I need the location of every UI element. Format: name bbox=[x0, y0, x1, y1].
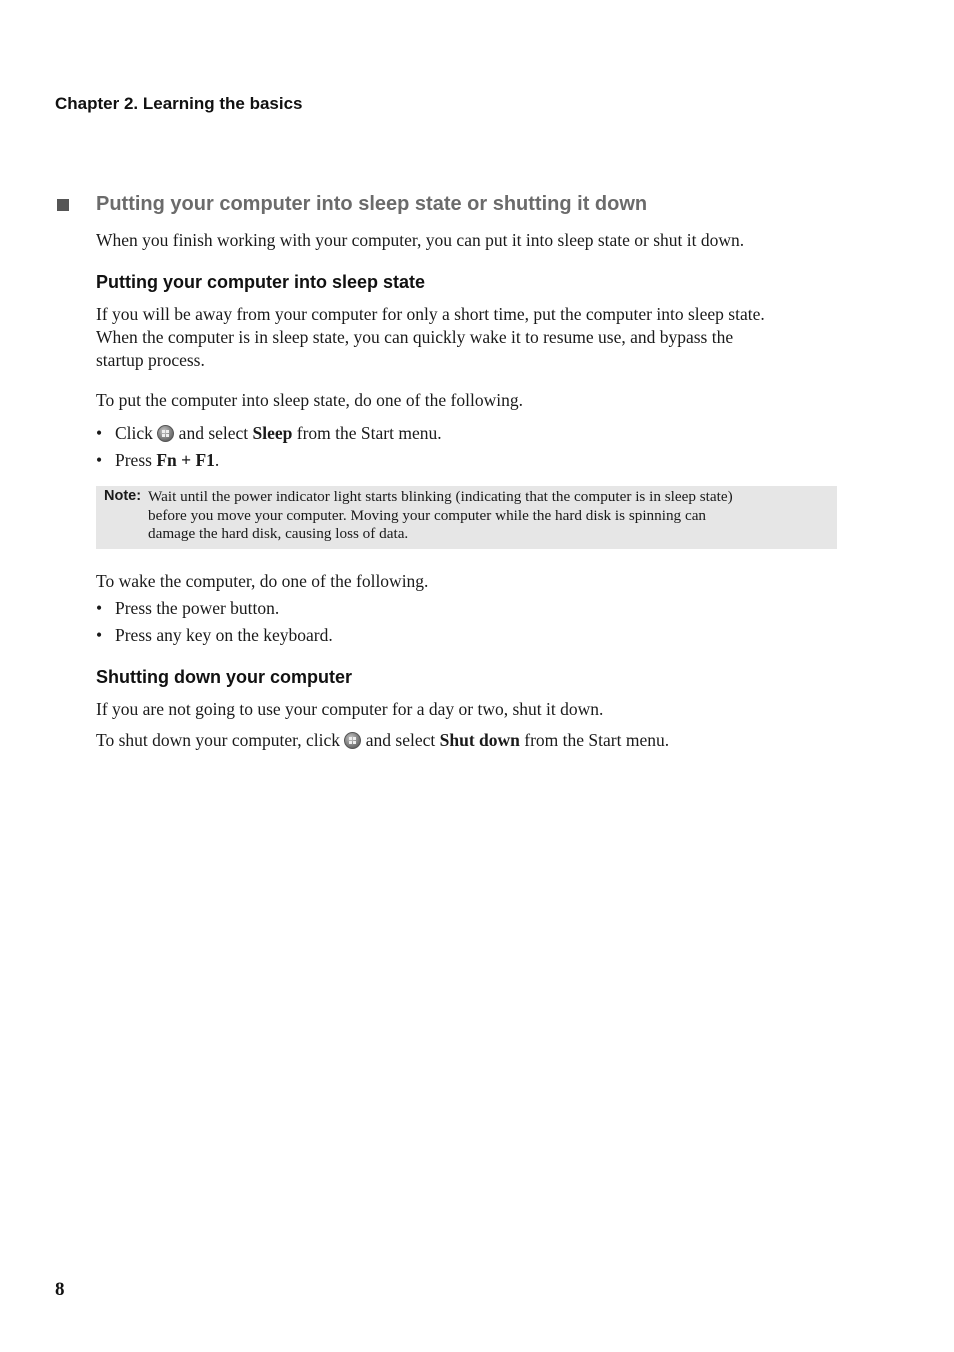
sleep-heading: Putting your computer into sleep state bbox=[96, 272, 426, 292]
shutdown-text: To shut down your computer, click bbox=[96, 730, 341, 750]
section-title: Putting your computer into sleep state or shutting it down bbox=[96, 193, 648, 215]
bullet: • bbox=[96, 423, 103, 443]
sleep-paragraph bbox=[96, 303, 765, 372]
shutdown-heading: Shutting down your computer bbox=[96, 667, 352, 687]
list-item-text: Press bbox=[115, 450, 152, 470]
section-intro: When you finish working with your computer, you can put it into sleep state or shut it down. bbox=[96, 230, 745, 250]
shutdown-paragraph: If you are not going to use your computer for a day or two, shut it down. bbox=[96, 699, 604, 719]
square-bullet-icon bbox=[57, 199, 69, 211]
list-item-text: from the Start menu. bbox=[296, 423, 442, 443]
keyboard-shortcut: Fn + F1 bbox=[156, 450, 215, 470]
shutdown-instructions bbox=[96, 729, 669, 752]
list-item-text: Click bbox=[115, 423, 153, 443]
note-text bbox=[148, 488, 833, 544]
wake-intro: To wake the computer, do one of the following. bbox=[96, 571, 429, 591]
list-item-text: . bbox=[214, 450, 220, 470]
list-item-text: and select bbox=[178, 423, 249, 443]
shutdown-text: from the Start menu. bbox=[524, 730, 670, 750]
sleep-paragraph-line: If you will be away from your computer for only a short time, put the computer into sleep state. bbox=[96, 304, 765, 324]
note-line: damage the hard disk, causing loss of data. bbox=[148, 525, 409, 543]
windows-start-orb-icon bbox=[344, 732, 361, 749]
menu-item-shut-down: Shut down bbox=[439, 730, 520, 750]
list-item bbox=[96, 624, 333, 647]
list-item bbox=[96, 422, 442, 445]
note-line: before you move your computer. Moving your computer while the hard disk is spinning can bbox=[148, 506, 707, 524]
shutdown-text: and select bbox=[365, 730, 436, 750]
list-item-text: Press any key on the keyboard. bbox=[115, 625, 333, 645]
bullet: • bbox=[96, 450, 103, 470]
page-number: 8 bbox=[55, 1279, 65, 1300]
sleep-paragraph-line: startup process. bbox=[96, 350, 205, 370]
list-item bbox=[96, 597, 279, 620]
sleep-instructions: To put the computer into sleep state, do one of the following. bbox=[96, 390, 523, 410]
note-line: Wait until the power indicator light starts blinking (indicating that the computer is in sleep state) bbox=[148, 488, 733, 505]
menu-item-sleep: Sleep bbox=[252, 423, 293, 443]
note-label: Note: bbox=[104, 488, 142, 504]
sleep-paragraph-line: When the computer is in sleep state, you can quickly wake it to resume use, and bypass the bbox=[96, 327, 734, 347]
windows-start-orb-icon bbox=[157, 425, 174, 442]
bullet: • bbox=[96, 625, 103, 645]
list-item bbox=[96, 449, 219, 472]
chapter-title: Chapter 2. Learning the basics bbox=[55, 94, 303, 113]
bullet: • bbox=[96, 598, 103, 618]
list-item-text: Press the power button. bbox=[115, 598, 280, 618]
